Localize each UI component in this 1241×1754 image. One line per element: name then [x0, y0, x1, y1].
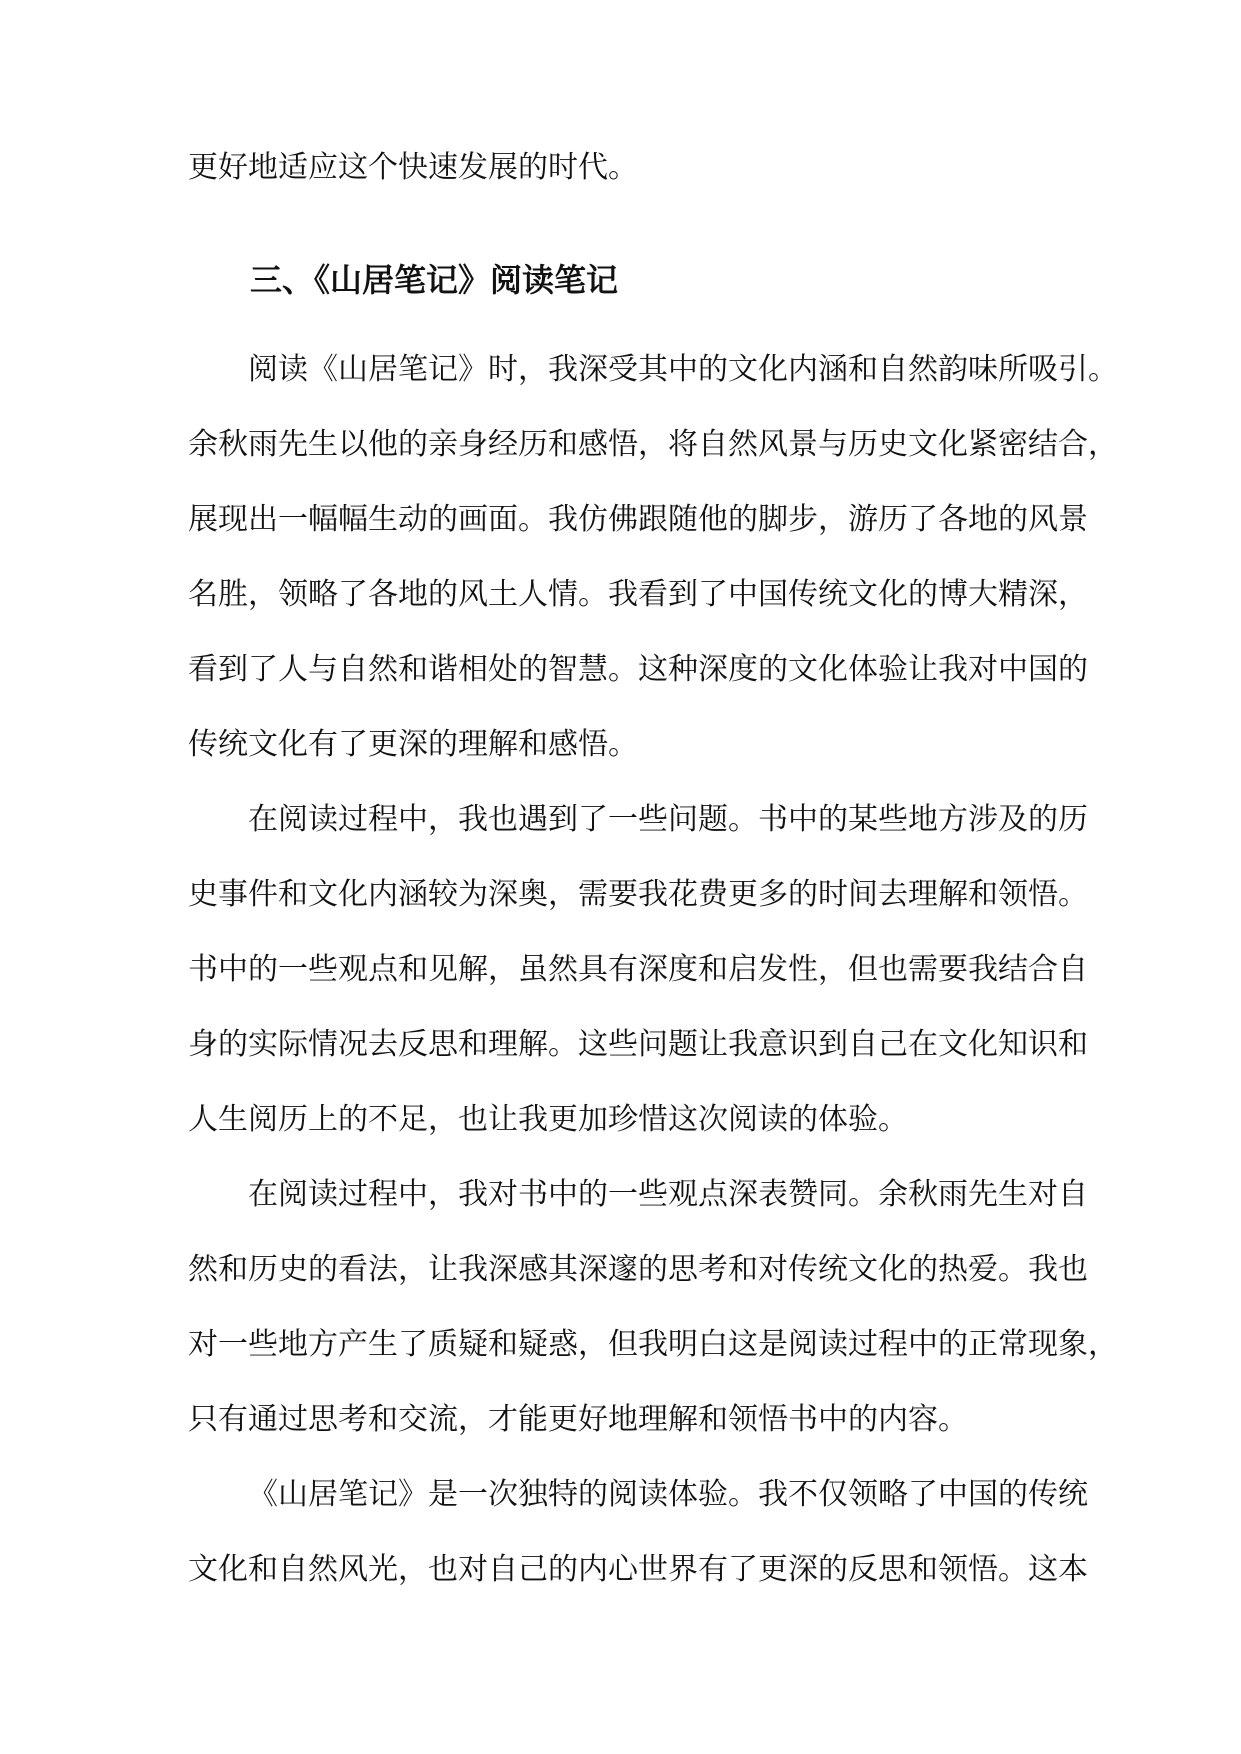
paragraph-line: 阅读《山居笔记》时，我深受其中的文化内涵和自然韵味所吸引。 [248, 352, 1118, 387]
paragraph-line: 只有通过思考和交流，才能更好地理解和领悟书中的内容。 [188, 1402, 968, 1437]
paragraph-line: 展现出一幅幅生动的画面。我仿佛跟随他的脚步，游历了各地的风景 [188, 502, 1088, 537]
paragraph-line: 身的实际情况去反思和理解。这些问题让我意识到自己在文化知识和 [188, 1027, 1088, 1062]
paragraph-line: 在阅读过程中，我对书中的一些观点深表赞同。余秋雨先生对自 [248, 1177, 1088, 1212]
paragraph-line: 《山居笔记》是一次独特的阅读体验。我不仅领略了中国的传统 [248, 1477, 1088, 1512]
paragraph-line: 更好地适应这个快速发展的时代。 [188, 150, 638, 185]
paragraph-line: 文化和自然风光，也对自己的内心世界有了更深的反思和领悟。这本 [188, 1552, 1088, 1587]
paragraph-line: 在阅读过程中，我也遇到了一些问题。书中的某些地方涉及的历 [248, 802, 1088, 837]
paragraph-line: 看到了人与自然和谐相处的智慧。这种深度的文化体验让我对中国的 [188, 652, 1088, 687]
paragraph-line: 对一些地方产生了质疑和疑惑，但我明白这是阅读过程中的正常现象， [188, 1327, 1118, 1362]
paragraph-line: 传统文化有了更深的理解和感悟。 [188, 727, 638, 762]
paragraph-line: 史事件和文化内涵较为深奥，需要我花费更多的时间去理解和领悟。 [188, 877, 1088, 912]
paragraph-line: 然和历史的看法，让我深感其深邃的思考和对传统文化的热爱。我也 [188, 1252, 1088, 1287]
paragraph-line: 名胜，领略了各地的风土人情。我看到了中国传统文化的博大精深， [188, 577, 1088, 612]
paragraph-line: 余秋雨先生以他的亲身经历和感悟，将自然风景与历史文化紧密结合， [188, 427, 1118, 462]
section-heading: 三、《山居笔记》阅读笔记 [250, 261, 619, 299]
paragraph-line: 书中的一些观点和见解，虽然具有深度和启发性，但也需要我结合自 [188, 952, 1088, 987]
paragraph-line: 人生阅历上的不足，也让我更加珍惜这次阅读的体验。 [188, 1102, 908, 1137]
